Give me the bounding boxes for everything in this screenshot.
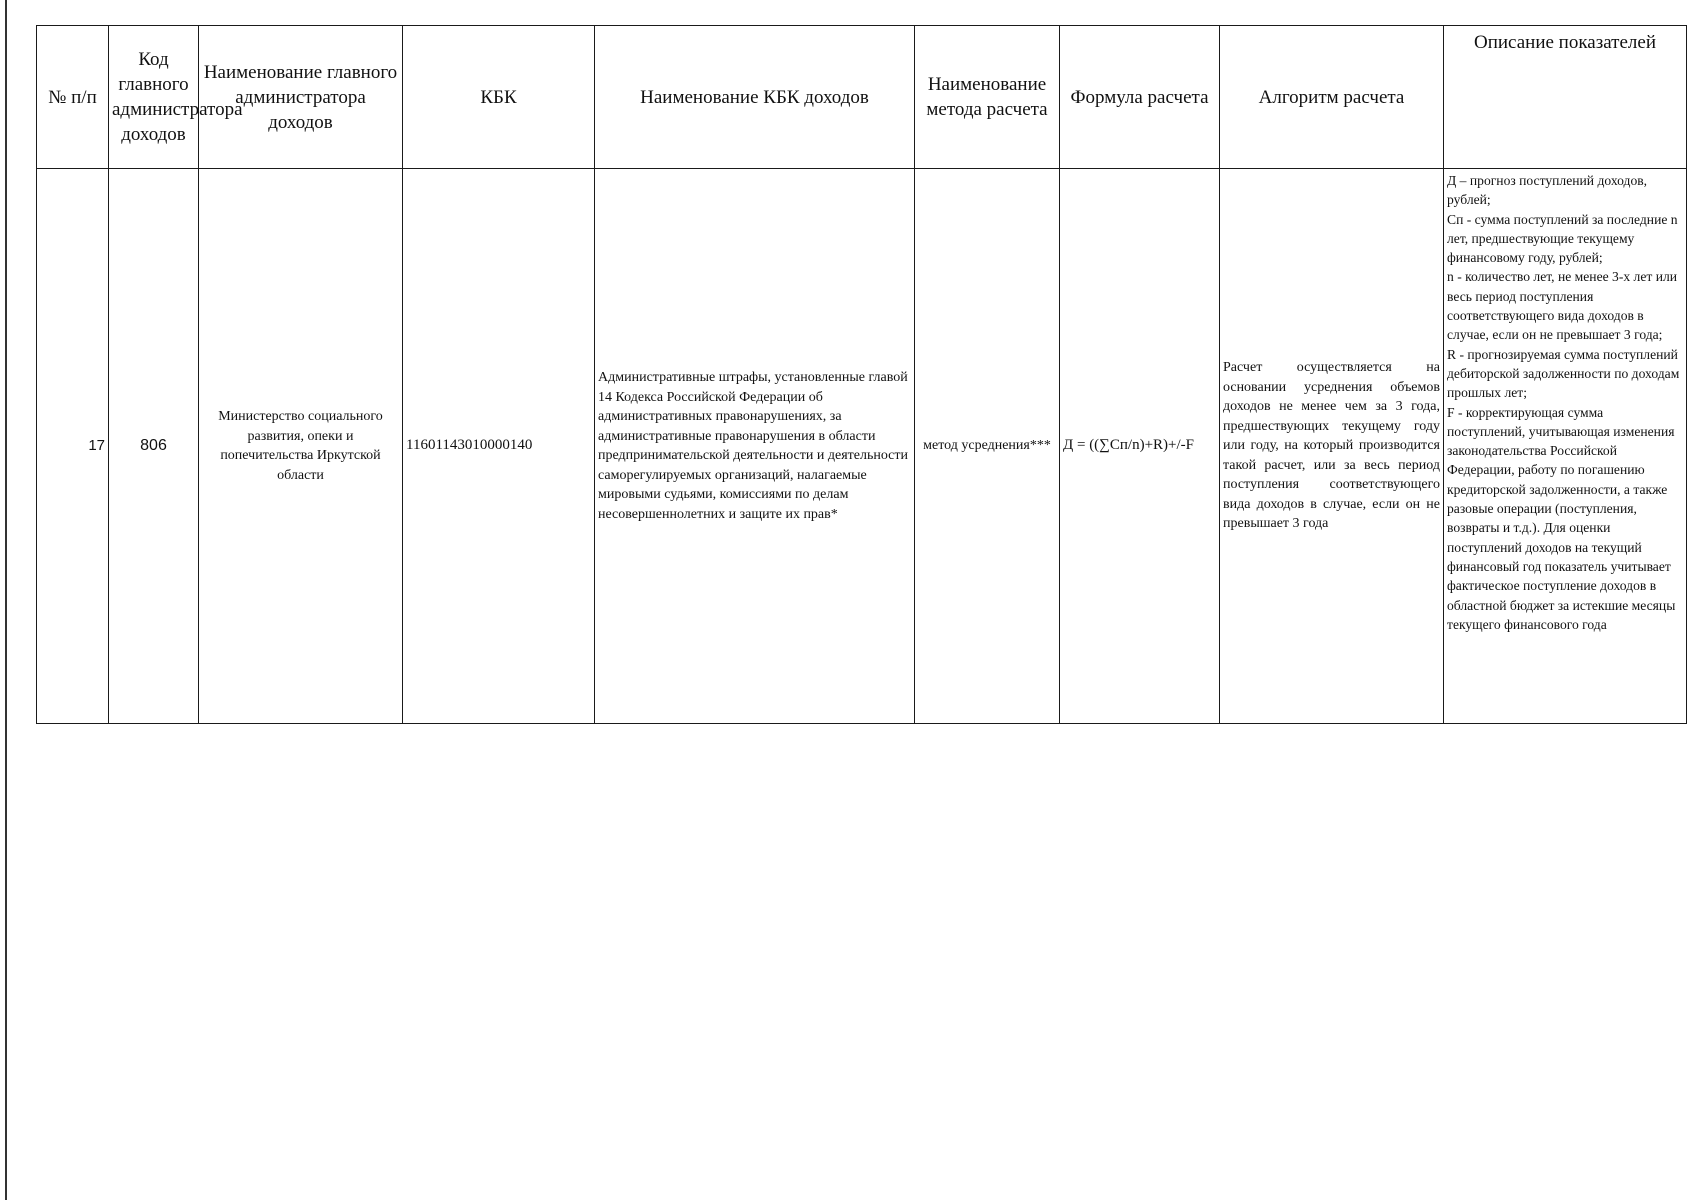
table-row (37, 169, 1687, 724)
cell-admin: Министерство социального развития, опеки и попечительства Иркутской области (199, 169, 403, 724)
cell-formula: Д = ((∑Сп/n)+R)+/-F (1060, 169, 1220, 724)
cell-num: 17 (37, 169, 109, 724)
header-row (37, 26, 1687, 169)
header-admin: Наименование главного администратора доходов (199, 26, 403, 169)
page-left-edge (5, 0, 7, 1200)
desc-d: Д – прогноз поступлений доходов, рублей; (1447, 173, 1648, 208)
cell-kbk-name: Административные штрафы, установленные главой 14 Кодекса Российской Федерации об административных правонарушениях, за административные правонарушения в области предпринимательской деятельности и деятельности саморегулируемых организаций, налагаемые мировыми судьями, комиссиями по делам несовершеннолетних и защите их прав* (595, 169, 915, 724)
cell-description (1444, 169, 1687, 724)
desc-cp: Сп - сумма поступлений за последние n лет, предшествующие текущему финансовому году, рублей; (1447, 211, 1678, 266)
desc-n: n - количество лет, не менее 3-х лет или весь период поступления соответствующего вида доходов в случае, если он не превышает 3 года; (1447, 269, 1678, 343)
cell-kbk: 11601143010000140 (403, 169, 595, 724)
revenue-forecast-table (36, 25, 1687, 724)
desc-r: R - прогнозируемая сумма поступлений дебиторской задолженности по доходам прошлых лет; (1447, 346, 1680, 401)
header-kbk: КБК (403, 26, 595, 169)
cell-code: 806 (109, 169, 199, 724)
cell-method: метод усреднения*** (915, 169, 1060, 724)
cell-algorithm: Расчет осуществляется на основании усреднения объемов доходов не менее чем за 3 года, предшествующих текущему году или году, на который производится такой расчет, или за весь период поступления соответствующего вида доходов в случае, если он не превышает 3 года (1220, 169, 1444, 724)
header-num: № п/п (37, 26, 109, 169)
header-formula: Формула расчета (1060, 26, 1220, 169)
desc-f: F - корректирующая сумма поступлений, учитывающая изменения законодательства Российской Федерации, работу по погашению кредиторской задолженности, а также разовые операции (поступления, возвраты и т.д.). Для оценки поступлений доходов на текущий финансовый год показатель учитывает фактическое поступление доходов в областной бюджет за истекшие месяцы текущего финансового года (1447, 404, 1676, 632)
header-method: Наименование метода расчета (915, 26, 1060, 169)
header-algorithm: Алгоритм расчета (1220, 26, 1444, 169)
header-description: Описание показателей (1444, 26, 1687, 169)
header-kbk-name: Наименование КБК доходов (595, 26, 915, 169)
header-code: Код главного администратора доходов (109, 26, 199, 169)
